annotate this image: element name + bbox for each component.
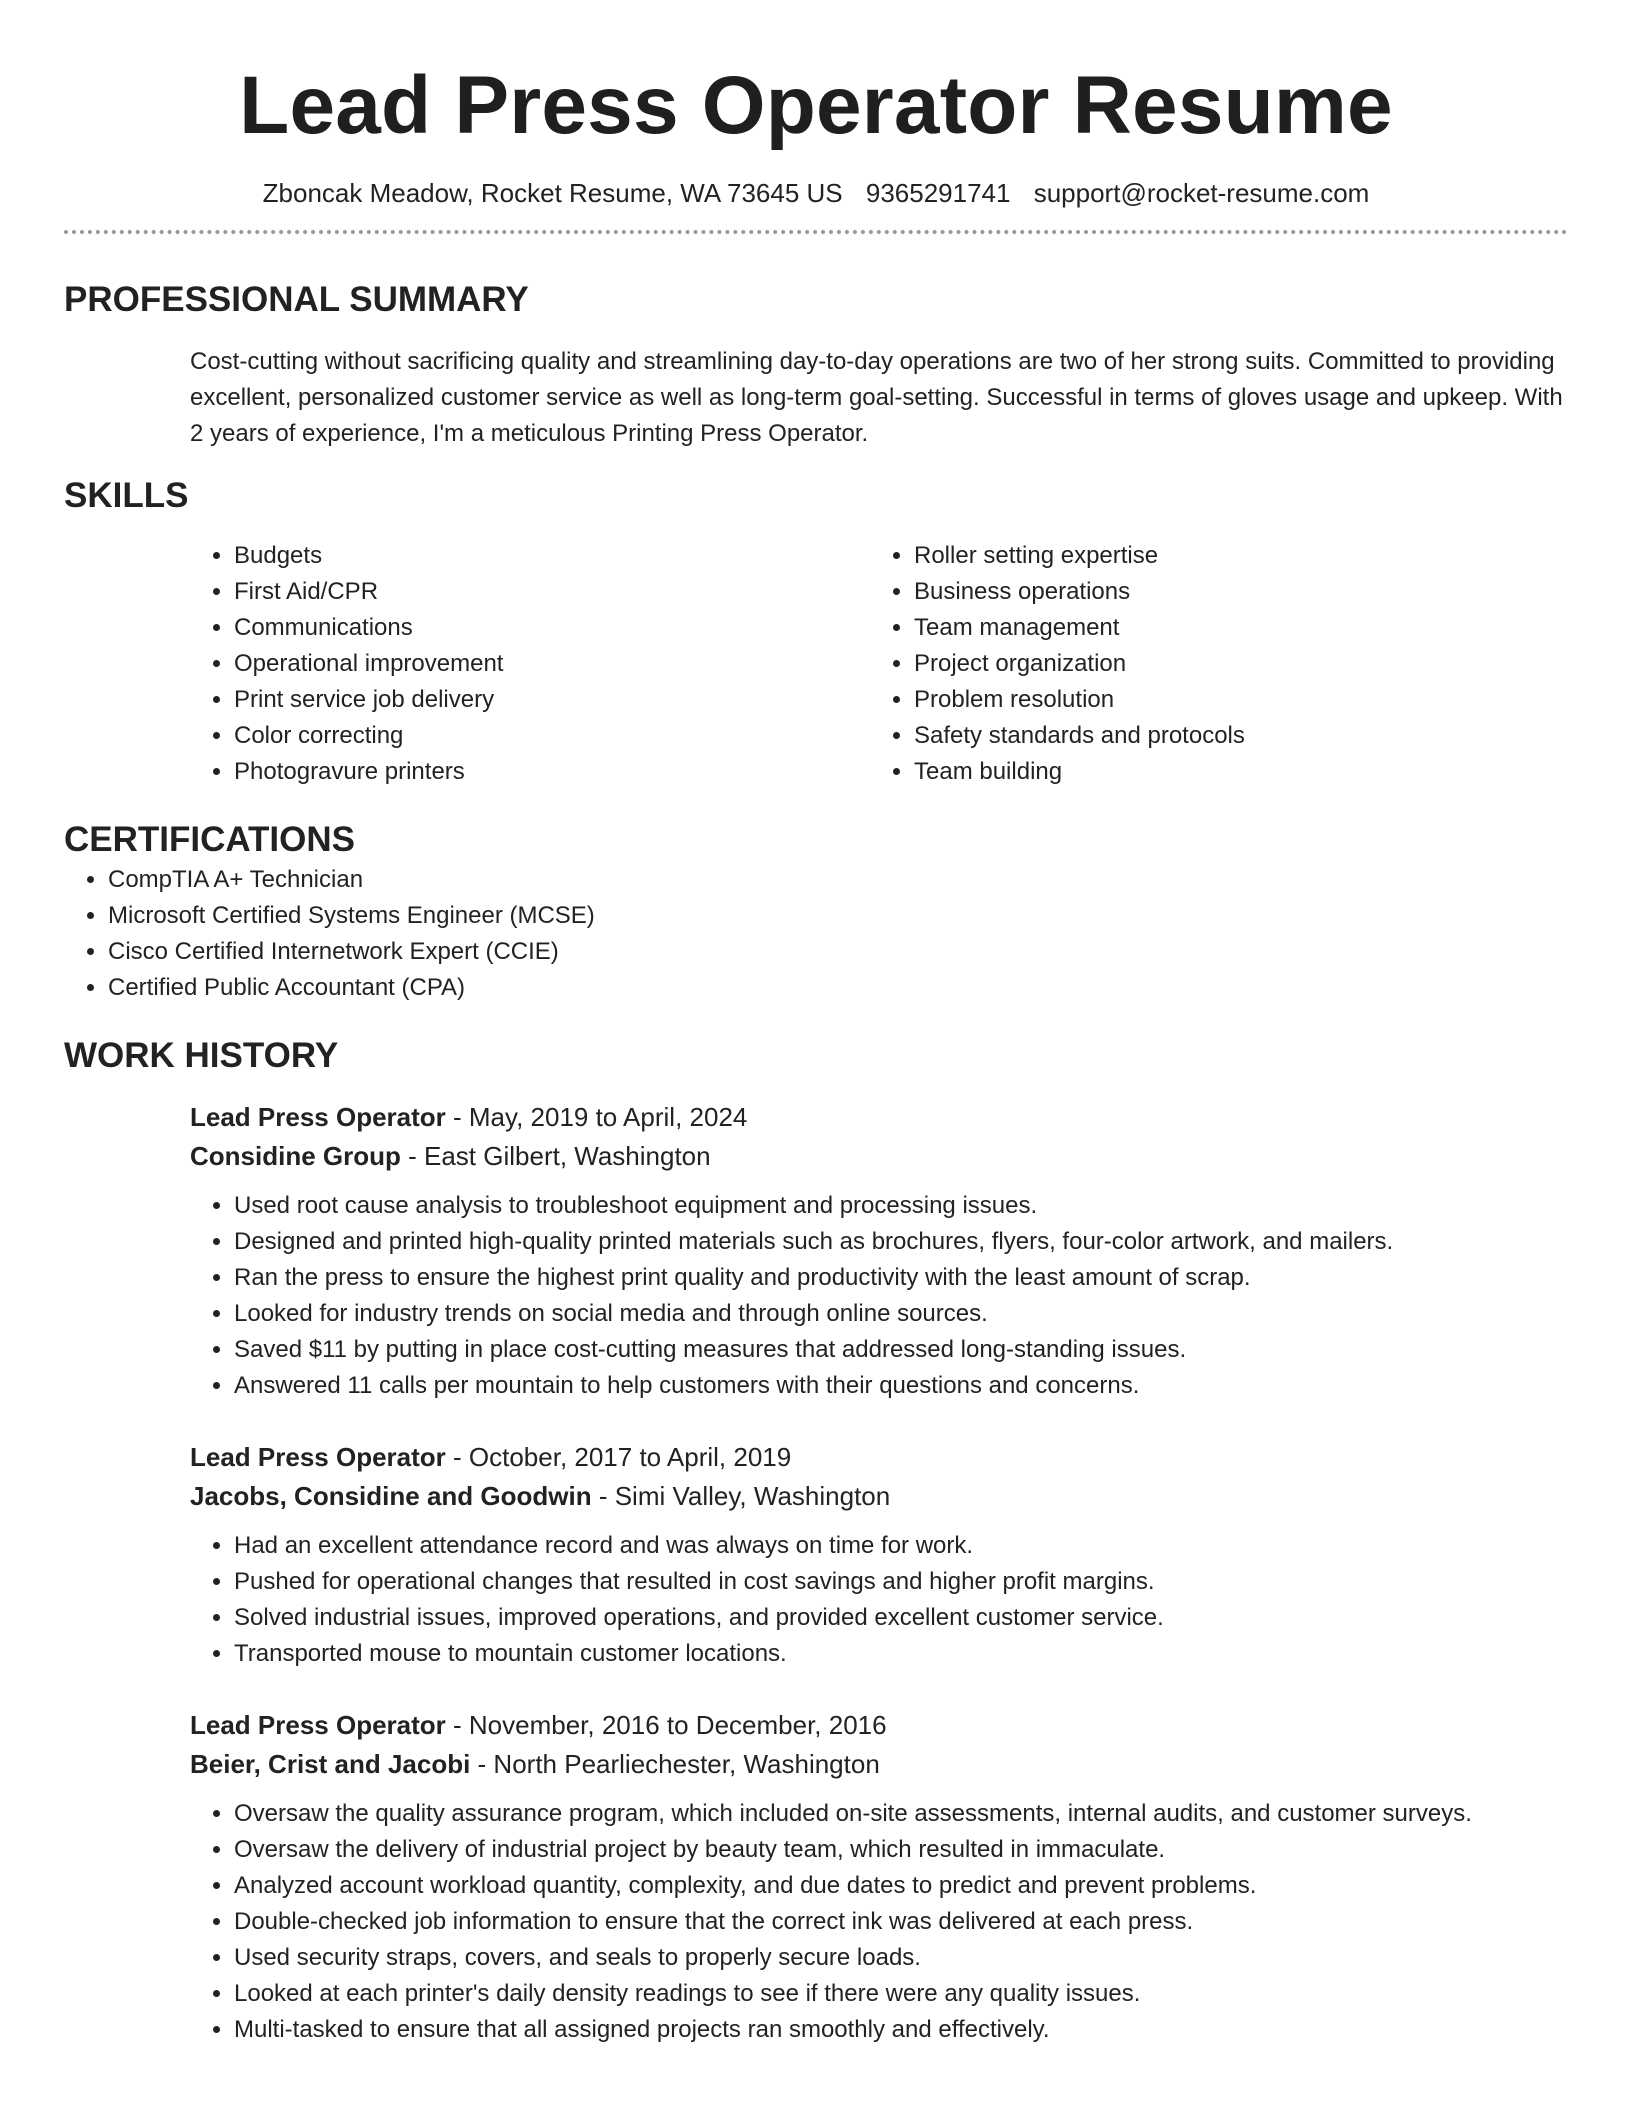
skill-item: • Color correcting xyxy=(234,718,870,754)
summary-text: Cost-cutting without sacrificing quality and streamlining day-to-day operations are two of her strong suits. Committed to providing excellent, personalized customer service as well as long-term goal-setting. Successful in terms of gloves usage and upkeep. With 2 years of experience, I'm a meticulous Printing Press Operator. xyxy=(190,348,1563,447)
job-role: Lead Press Operator xyxy=(190,1442,446,1472)
job-duty: • Oversaw the quality assurance program, which included on-site assessments, internal audits, and customer surveys. xyxy=(234,1796,1568,1832)
job-entry xyxy=(190,1098,1568,1404)
job-duty: • Ran the press to ensure the highest print quality and productivity with the least amount of scrap. xyxy=(234,1260,1568,1296)
job-duty: • Looked at each printer's daily density readings to see if there were any quality issues. xyxy=(234,1976,1568,2012)
work-history-heading: WORK HISTORY xyxy=(64,1036,339,1075)
certification-item: • Microsoft Certified Systems Engineer (MCSE) xyxy=(108,898,1568,934)
job-duty: • Multi-tasked to ensure that all assigned projects ran smoothly and effectively. xyxy=(234,2012,1568,2048)
job-duty: • Analyzed account workload quantity, complexity, and due dates to predict and prevent problems. xyxy=(234,1868,1568,1904)
job-location: - North Pearliechester, Washington xyxy=(470,1749,880,1779)
job-duty: • Looked for industry trends on social media and through online sources. xyxy=(234,1296,1568,1332)
job-dates: - May, 2019 to April, 2024 xyxy=(445,1102,748,1132)
skill-item: • Business operations xyxy=(914,574,1550,610)
job-title-line xyxy=(190,1706,1568,1745)
skills-heading: SKILLS xyxy=(64,476,189,515)
skill-item: • Project organization xyxy=(914,646,1550,682)
job-duty: • Used security straps, covers, and seals to properly secure loads. xyxy=(234,1940,1568,1976)
certification-item: • CompTIA A+ Technician xyxy=(108,862,1568,898)
job-company-line xyxy=(190,1477,1568,1516)
contact-email: support@rocket-resume.com xyxy=(1033,178,1370,208)
summary-heading: PROFESSIONAL SUMMARY xyxy=(64,280,529,319)
job-entry xyxy=(190,1706,1568,2048)
job-company-line xyxy=(190,1137,1568,1176)
job-duty: • Oversaw the delivery of industrial project by beauty team, which resulted in immaculate. xyxy=(234,1832,1568,1868)
job-role: Lead Press Operator xyxy=(190,1102,446,1132)
skills-column-right xyxy=(870,538,1550,790)
skill-item: • Photogravure printers xyxy=(234,754,870,790)
header-divider xyxy=(64,230,1568,234)
job-duty: • Used root cause analysis to troubleshoot equipment and processing issues. xyxy=(234,1188,1568,1224)
job-company: Jacobs, Considine and Goodwin xyxy=(190,1481,592,1511)
job-duty: • Designed and printed high-quality printed materials such as brochures, flyers, four-color artwork, and mailers. xyxy=(234,1224,1568,1260)
job-entry xyxy=(190,1438,1568,1672)
certifications-heading: CERTIFICATIONS xyxy=(64,820,356,859)
certification-item: • Cisco Certified Internetwork Expert (CCIE) xyxy=(108,934,1568,970)
job-duties-list xyxy=(190,1796,1568,2048)
skill-item: • Communications xyxy=(234,610,870,646)
skills-list xyxy=(190,538,1568,790)
skill-item: • Problem resolution xyxy=(914,682,1550,718)
skill-item: • Team management xyxy=(914,610,1550,646)
job-duty: • Saved $11 by putting in place cost-cutting measures that addressed long-standing issues. xyxy=(234,1332,1568,1368)
certifications-list xyxy=(64,862,1568,1006)
skill-item: • Budgets xyxy=(234,538,870,574)
job-duty: • Had an excellent attendance record and was always on time for work. xyxy=(234,1528,1568,1564)
job-duties-list xyxy=(190,1188,1568,1404)
job-role: Lead Press Operator xyxy=(190,1710,446,1740)
skill-item: • First Aid/CPR xyxy=(234,574,870,610)
job-duty: • Answered 11 calls per mountain to help customers with their questions and concerns. xyxy=(234,1368,1568,1404)
contact-address: Zboncak Meadow, Rocket Resume, WA 73645 US xyxy=(262,178,843,208)
job-duty: • Double-checked job information to ensure that the correct ink was delivered at each press. xyxy=(234,1904,1568,1940)
job-dates: - November, 2016 to December, 2016 xyxy=(445,1710,887,1740)
job-title-line xyxy=(190,1438,1568,1477)
skill-item: • Roller setting expertise xyxy=(914,538,1550,574)
job-location: - Simi Valley, Washington xyxy=(591,1481,891,1511)
contact-line xyxy=(64,176,1568,210)
certification-item: • Certified Public Accountant (CPA) xyxy=(108,970,1568,1006)
job-company: Beier, Crist and Jacobi xyxy=(190,1749,471,1779)
skill-item: • Team building xyxy=(914,754,1550,790)
skill-item: • Operational improvement xyxy=(234,646,870,682)
page-title: Lead Press Operator Resume xyxy=(239,60,1393,151)
skills-column-left xyxy=(190,538,870,790)
skill-item: • Print service job delivery xyxy=(234,682,870,718)
contact-phone: 9365291741 xyxy=(865,178,1011,208)
job-dates: - October, 2017 to April, 2019 xyxy=(445,1442,792,1472)
job-duty: • Transported mouse to mountain customer locations. xyxy=(234,1636,1568,1672)
job-title-line xyxy=(190,1098,1568,1137)
job-location: - East Gilbert, Washington xyxy=(400,1141,711,1171)
job-company: Considine Group xyxy=(190,1141,401,1171)
job-company-line xyxy=(190,1745,1568,1784)
job-duty: • Pushed for operational changes that resulted in cost savings and higher profit margins. xyxy=(234,1564,1568,1600)
job-duty: • Solved industrial issues, improved operations, and provided excellent customer service. xyxy=(234,1600,1568,1636)
job-duties-list xyxy=(190,1528,1568,1672)
skill-item: • Safety standards and protocols xyxy=(914,718,1550,754)
